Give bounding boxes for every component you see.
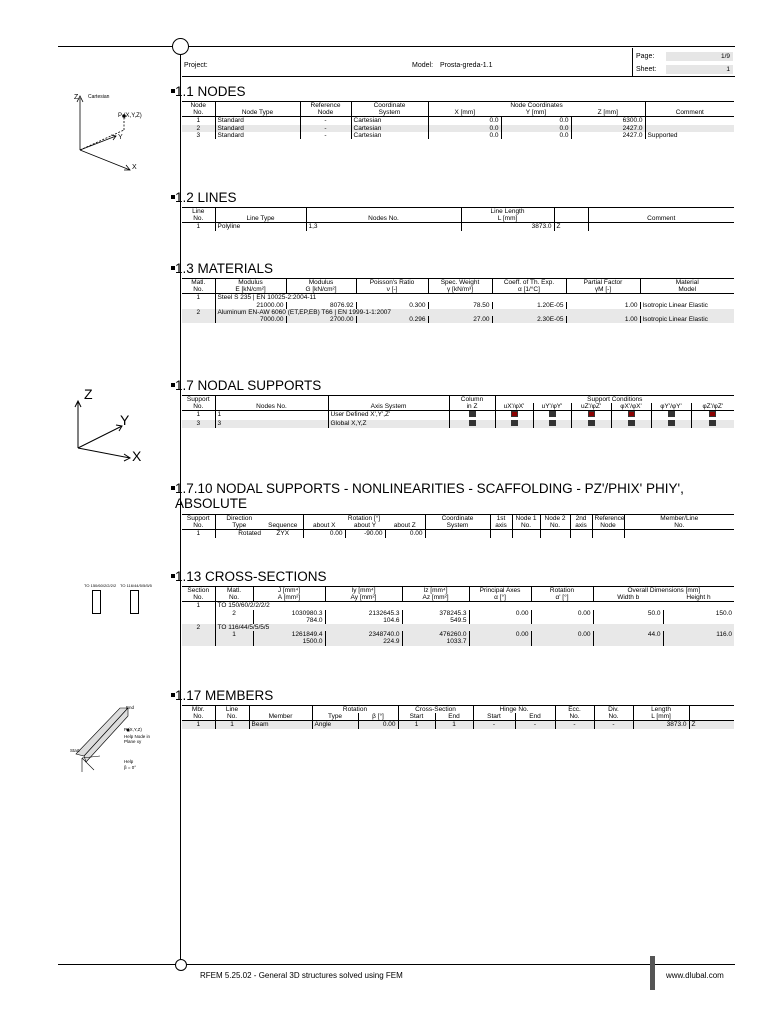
support-flag-icon [709,411,716,417]
support-axes-figure [68,388,158,468]
nodes-table [182,101,734,139]
support-flag-icon [469,411,476,417]
support-axis-y: Y [120,412,130,428]
project-label: Project: [184,62,208,69]
table-row: 1 1 Beam Angle 0.00 1 1 - - - - 3873.0 Z [182,721,734,729]
support-flag-icon [628,411,635,417]
nonlin-header-1: Support Direction Rotation [°] Coordinate 1st Node 1 Node 2 2nd Reference Member/Line [182,515,734,523]
cartesian-axis-x: X [132,164,137,171]
bottom-rule-circle [175,959,187,971]
member-help-label: Help Node in Plane xy [124,734,151,744]
table-row: 1 1 User Defined X',Y',Z' [182,411,734,420]
supports-header-1: Support Column Support Conditions [182,396,734,404]
section-title-lines: 1.2 LINES [175,190,237,205]
lines-table [182,207,734,231]
table-row: 1 Polyline 1,3 3873.0 Z [182,223,734,231]
table-row: 3 Standard - Cartesian 0.0 0.0 2427.0 Supported [182,132,734,139]
table-row: 1 TO 150/60/2/2/2/2 [182,602,734,610]
supports-header-2: No. Nodes No. Axis System in Z uX'/φX' uY'/φY' uZ'/φZ' φX'/φX' φY'/φY' φZ'/φZ' [182,403,734,411]
support-axis-x: X [132,448,142,464]
support-flag-icon [588,420,595,426]
cross-section-label-1: TO 150/60/2/2/2/2 [84,583,117,588]
table-row: 2 Standard - Cartesian 0.0 0.0 2427.0 [182,125,734,132]
support-flag-icon [511,411,518,417]
top-rule [58,46,735,47]
table-row: 1 Standard - Cartesian 0.0 0.0 6300.0 [182,117,734,125]
footer-website[interactable]: www.dlubal.com [666,971,724,980]
cartesian-label: Cartesian [88,94,110,100]
support-flag-icon [709,420,716,426]
sheet-label: Sheet: [636,66,657,73]
materials-header-1: Matl. Modulus Modulus Poisson's Ratio Spec. Weight Coeff. of Th. Exp. Partial Factor Material [182,279,734,287]
table-row: 784.0 104.6 549.5 [182,617,734,624]
materials-header-2: No. E [kN/cm²] G [kN/cm²] ν [-] γ [kN/m³] α [1/°C] γM [-] Model [182,286,734,294]
member-end-label: End [126,705,135,710]
support-flag-icon [628,420,635,426]
support-flag-icon [549,411,556,417]
cartesian-axis-y: Y [118,134,123,141]
support-flag-icon [549,420,556,426]
model-value: Prosta-greda-1.1 [440,62,493,69]
support-flag-icon [469,420,476,426]
nodes-header-1: Node Reference Coordinate Node Coordinates [182,102,734,110]
supports-table [182,395,734,428]
table-row: 2 Aluminum EN-AW 6060 (ET,EP,EB) T66 | EN 1999-1-1:2007 [182,309,734,316]
cartesian-figure [68,88,158,178]
nonlin-title-line-1: 1.7.10 NODAL SUPPORTS - NONLINEARITIES - SCAFFOLDING - PZ'/PHIX' PHIY', [175,481,684,496]
section-title-nodes: 1.1 NODES [175,84,246,99]
section-title-cross-sections: 1.13 CROSS-SECTIONS [175,569,327,584]
support-flag-icon [668,420,675,426]
members-header-2: No. No. Member Type β [°] Start End Start End No. No. L [mm] [182,713,734,721]
section-title-members: 1.17 MEMBERS [175,688,274,703]
member-help2-label: Help [124,759,134,764]
table-row: 2 TO 116/44/5/5/5/5 [182,624,734,631]
footer-program: RFEM 5.25.02 - General 3D structures solved using FEM [200,971,403,980]
table-row: 21000.00 8076.92 0.300 78.50 1.20E-05 1.00 Isotropic Linear Elastic [182,302,734,309]
cross-header-1: Section Matl. J [mm⁴] Iy [mm⁴] Iz [mm⁴] Principal Axes Rotation Overall Dimensions [mm] [182,587,734,595]
table-row: 1 Steel S 235 | EN 10025-2:2004-11 [182,294,734,302]
support-axis-z: Z [84,386,93,402]
cartesian-axis-z: Z [74,94,79,101]
top-rule-circle [172,38,189,55]
members-header-1: Mbr. Line Rotation Cross-Section Hinge No. Ecc. Div. Length [182,706,734,714]
footer-bar [650,956,655,990]
nonlinearities-table [182,514,734,538]
sheet-value: 1 [666,65,733,74]
cross-section-2-shape [130,590,139,614]
table-row: 1500.0 224.9 1033.7 [182,638,734,645]
support-flag-icon [588,411,595,417]
support-flag-icon [668,411,675,417]
lines-header-1: Line Line Length [182,208,734,216]
lines-header-2: No. Line Type Nodes No. L [mm] Comment [182,215,734,223]
member-beta-label: β = 0° [124,765,137,770]
nonlin-header-2: No. Type Sequence about X about Y about Z System axis No. No. axis Node No. [182,522,734,530]
bottom-rule [58,964,735,965]
table-row: 7000.00 2700.00 0.296 27.00 2.30E-05 1.00 Isotropic Linear Elastic [182,316,734,323]
section-title-materials: 1.3 MATERIALS [175,261,274,276]
member-start-label: Start [70,748,80,753]
model-label: Model: [412,62,434,69]
nonlin-title-line-2: ABSOLUTE [175,496,248,511]
cartesian-point-label: P (X,Y,Z) [118,113,142,119]
section-title-nonlinearities [175,481,684,511]
cross-section-1-shape [92,590,101,614]
page-value: 1/9 [666,52,733,61]
table-row: 1 1261849.4 2348740.0 476260.0 0.00 0.00 44.0 116.0 [182,631,734,638]
support-flag-icon [511,420,518,426]
nodes-header-2: No. Node Type Node System X [mm] Y [mm] Z [mm] Comment [182,109,734,117]
materials-table [182,278,734,323]
table-row: 2 1030980.3 2132645.3 378245.3 0.00 0.00 50.0 150.0 [182,610,734,617]
member-point-label: P (X,Y,Z) [124,727,142,732]
cross-sections-table [182,586,734,646]
table-row: 3 3 Global X,Y,Z [182,420,734,428]
members-table [182,705,734,729]
page-label: Page: [636,53,655,60]
cross-header-2: No. No. A [mm²] Ay [mm²] Az [mm²] α [°] α' [°] Width b Height h [182,594,734,602]
table-row: 1 Rotated ZYX 0.00 -90.00 0.00 [182,530,734,538]
cross-section-label-2: TO 116/44/5/5/5/5 [120,583,152,588]
section-title-supports: 1.7 NODAL SUPPORTS [175,378,322,393]
